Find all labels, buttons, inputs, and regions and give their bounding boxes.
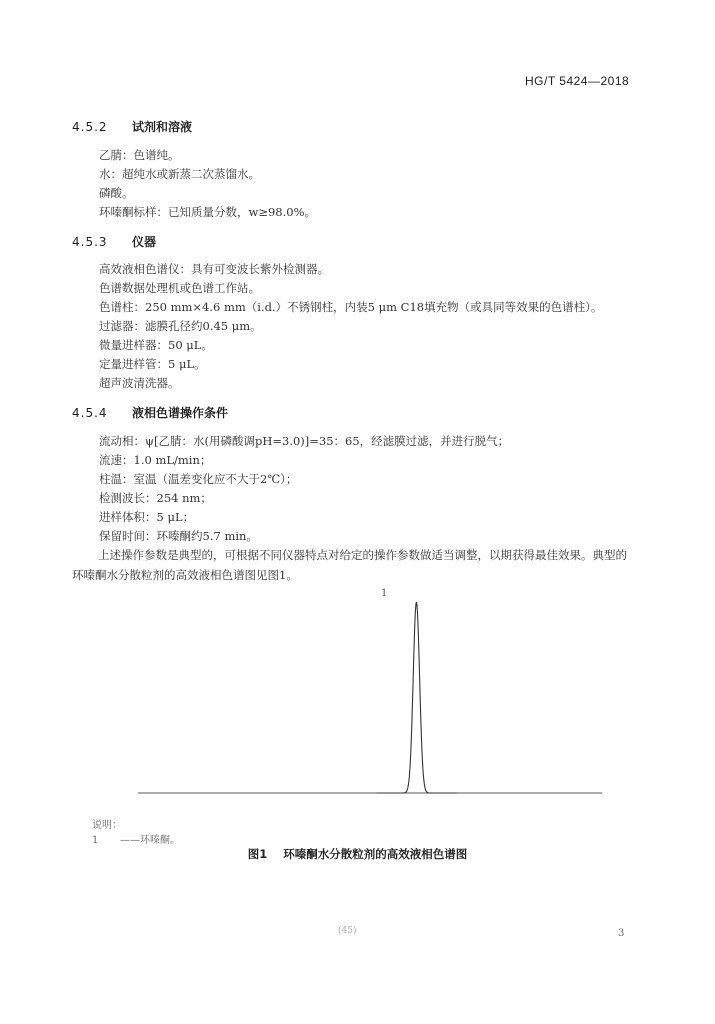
page-number: 3: [618, 928, 625, 939]
section-4-5-2-heading: [72, 118, 192, 135]
legend-number: 1: [92, 835, 99, 846]
reagent-line: 水：超纯水或新蒸二次蒸馏水。: [99, 167, 260, 181]
instrument-line: 色谱数据处理机或色谱工作站。: [99, 281, 260, 295]
instrument-line: 超声波清洗器。: [99, 376, 180, 390]
instrument-line: 色谱柱：250 mm×4.6 mm（i.d.）不锈钢柱，内装5 μm C18填充物（或具同等效果的色谱柱）。: [99, 300, 603, 314]
condition-line: 流速：1.0 mL/min；: [99, 453, 212, 467]
condition-line: 流动相：ψ[乙腈：水(用磷酸调pH=3.0)]=35：65，经滤膜过滤，并进行脱气；: [99, 434, 510, 448]
instrument-line: 微量进样器：50 μL。: [99, 338, 213, 352]
section-title: 仪器: [132, 235, 157, 249]
section-title: 试剂和溶液: [132, 120, 193, 134]
figure-title: 环嗪酮水分散粒剂的高效液相色谱图: [283, 847, 468, 861]
note-paragraph: 上述操作参数是典型的，可根据不同仪器特点对给定的操作参数做适当调整，以期获得最佳效果。典型的环嗪酮水分散粒剂的高效液相色谱图见图1。: [72, 548, 627, 582]
reagent-line: 磷酸。: [99, 186, 134, 200]
instrument-line: 高效液相色谱仪：具有可变波长紫外检测器。: [99, 262, 329, 276]
standard-number: HG/T 5424—2018: [525, 74, 630, 88]
condition-line: 保留时间：环嗪酮约5.7 min。: [99, 529, 258, 543]
chromatogram: [130, 584, 610, 799]
condition-line: 检测波长：254 nm；: [99, 491, 212, 505]
section-4-5-3-heading: [72, 233, 156, 250]
section-number: 4.5.4: [72, 406, 108, 420]
figure-number: 图1: [247, 847, 268, 861]
section-4-5-4-heading: [72, 404, 228, 421]
footer-center-number: (45): [338, 926, 357, 936]
section-number: 4.5.3: [72, 235, 108, 249]
condition-line: 进样体积：5 μL；: [99, 510, 195, 524]
peak-label: 1: [381, 588, 388, 599]
legend-title: 说明：: [92, 820, 122, 831]
section-number: 4.5.2: [72, 120, 108, 134]
section-title: 液相色谱操作条件: [132, 406, 229, 420]
legend-text: ——环嗪酮。: [120, 835, 180, 846]
reagent-line: 环嗪酮标样：已知质量分数，w≥98.0%。: [99, 205, 317, 219]
reagent-line: 乙腈：色谱纯。: [99, 148, 180, 162]
condition-line: 柱温：室温（温差变化应不大于2℃）；: [99, 472, 298, 486]
instrument-line: 过滤器：滤膜孔径约0.45 μm。: [99, 319, 262, 333]
chromatogram-peak: [376, 602, 456, 793]
legend-item: [92, 831, 180, 846]
instrument-line: 定量进样管：5 μL。: [99, 357, 206, 371]
figure-caption: [0, 846, 715, 862]
